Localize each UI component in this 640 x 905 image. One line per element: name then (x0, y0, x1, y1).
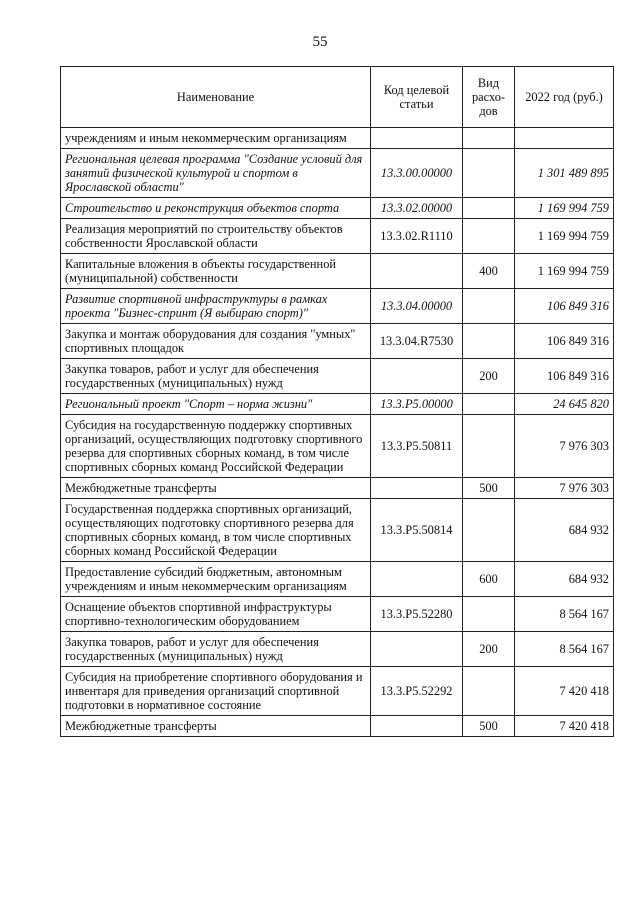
cell-name: Межбюджетные трансферты (61, 478, 371, 499)
cell-code: 13.3.02.R1110 (371, 219, 463, 254)
cell-name: Реализация мероприятий по строительству объектов собственности Ярославской области (61, 219, 371, 254)
table-row (61, 198, 614, 219)
table-row (61, 415, 614, 478)
table-header (61, 67, 614, 128)
cell-type (463, 219, 515, 254)
cell-amount: 7 976 303 (515, 478, 614, 499)
cell-amount: 684 932 (515, 499, 614, 562)
cell-name: Закупка товаров, работ и услуг для обеспечения государственных (муниципальных) нужд (61, 632, 371, 667)
cell-amount: 1 169 994 759 (515, 219, 614, 254)
table-row (61, 499, 614, 562)
cell-amount: 7 420 418 (515, 716, 614, 737)
table-row (61, 289, 614, 324)
cell-code: 13.3.00.00000 (371, 149, 463, 198)
cell-type (463, 499, 515, 562)
table-row (61, 597, 614, 632)
cell-type: 500 (463, 716, 515, 737)
cell-code (371, 478, 463, 499)
cell-name: Государственная поддержка спортивных организаций, осуществляющих подготовку спортивного резерва для спортивных сборных команд, в том числе спортивных сборных команд Российской Федерации (61, 499, 371, 562)
cell-code (371, 632, 463, 667)
header-amount: 2022 год (руб.) (515, 67, 614, 128)
table-row (61, 324, 614, 359)
header-type: Вид расхо-дов (463, 67, 515, 128)
cell-name: Закупка товаров, работ и услуг для обеспечения государственных (муниципальных) нужд (61, 359, 371, 394)
table-row (61, 667, 614, 716)
cell-code (371, 562, 463, 597)
cell-amount: 106 849 316 (515, 359, 614, 394)
cell-amount: 8 564 167 (515, 632, 614, 667)
header-code: Код целевой статьи (371, 67, 463, 128)
cell-code: 13.3.02.00000 (371, 198, 463, 219)
cell-amount: 7 976 303 (515, 415, 614, 478)
cell-amount (515, 128, 614, 149)
cell-name: Предоставление субсидий бюджетным, автономным учреждениям и иным некоммерческим организациям (61, 562, 371, 597)
cell-name: Субсидия на приобретение спортивного оборудования и инвентаря для приведения организаций спортивной подготовки в нормативное состояние (61, 667, 371, 716)
cell-code (371, 254, 463, 289)
cell-name: Развитие спортивной инфраструктуры в рамках проекта "Бизнес-спринт (Я выбираю спорт)" (61, 289, 371, 324)
cell-code: 13.3.P5.00000 (371, 394, 463, 415)
table-row (61, 478, 614, 499)
cell-amount: 106 849 316 (515, 324, 614, 359)
cell-type (463, 597, 515, 632)
table-row (61, 716, 614, 737)
cell-name: Субсидия на государственную поддержку спортивных организаций, осуществляющих подготовку спортивного резерва для спортивных сборных команд, в том числе спортивных сборных команд Российской Федерации (61, 415, 371, 478)
table-row (61, 359, 614, 394)
cell-type (463, 149, 515, 198)
cell-code (371, 716, 463, 737)
cell-type (463, 415, 515, 478)
cell-type (463, 324, 515, 359)
budget-table (60, 66, 614, 737)
cell-type: 200 (463, 632, 515, 667)
cell-code (371, 359, 463, 394)
cell-amount: 8 564 167 (515, 597, 614, 632)
header-name: Наименование (61, 67, 371, 128)
table-body (61, 128, 614, 737)
cell-name: Межбюджетные трансферты (61, 716, 371, 737)
cell-type: 500 (463, 478, 515, 499)
cell-name: учреждениям и иным некоммерческим организациям (61, 128, 371, 149)
cell-amount: 1 169 994 759 (515, 198, 614, 219)
cell-name: Строительство и реконструкция объектов спорта (61, 198, 371, 219)
table-row (61, 562, 614, 597)
table-row (61, 632, 614, 667)
table-row (61, 128, 614, 149)
cell-amount: 24 645 820 (515, 394, 614, 415)
cell-amount: 7 420 418 (515, 667, 614, 716)
cell-type (463, 289, 515, 324)
table-row (61, 254, 614, 289)
cell-name: Капитальные вложения в объекты государственной (муниципальной) собственности (61, 254, 371, 289)
cell-type (463, 128, 515, 149)
cell-amount: 1 301 489 895 (515, 149, 614, 198)
cell-code: 13.3.P5.50811 (371, 415, 463, 478)
page-number: 55 (312, 34, 328, 50)
cell-name: Региональный проект "Спорт – норма жизни" (61, 394, 371, 415)
cell-code: 13.3.P5.50814 (371, 499, 463, 562)
cell-code: 13.3.04.R7530 (371, 324, 463, 359)
table-row (61, 149, 614, 198)
table-row (61, 394, 614, 415)
cell-name: Региональная целевая программа "Создание условий для занятий физической культурой и спортом в Ярославской области" (61, 149, 371, 198)
cell-name: Закупка и монтаж оборудования для создания "умных" спортивных площадок (61, 324, 371, 359)
table-row (61, 219, 614, 254)
cell-code: 13.3.04.00000 (371, 289, 463, 324)
cell-type: 400 (463, 254, 515, 289)
cell-type (463, 394, 515, 415)
cell-type (463, 667, 515, 716)
cell-name: Оснащение объектов спортивной инфраструктуры спортивно-технологическим оборудованием (61, 597, 371, 632)
cell-type: 600 (463, 562, 515, 597)
cell-type: 200 (463, 359, 515, 394)
cell-amount: 1 169 994 759 (515, 254, 614, 289)
cell-code: 13.3.P5.52292 (371, 667, 463, 716)
cell-code: 13.3.P5.52280 (371, 597, 463, 632)
header-row (61, 67, 614, 128)
cell-amount: 684 932 (515, 562, 614, 597)
cell-amount: 106 849 316 (515, 289, 614, 324)
cell-type (463, 198, 515, 219)
cell-code (371, 128, 463, 149)
